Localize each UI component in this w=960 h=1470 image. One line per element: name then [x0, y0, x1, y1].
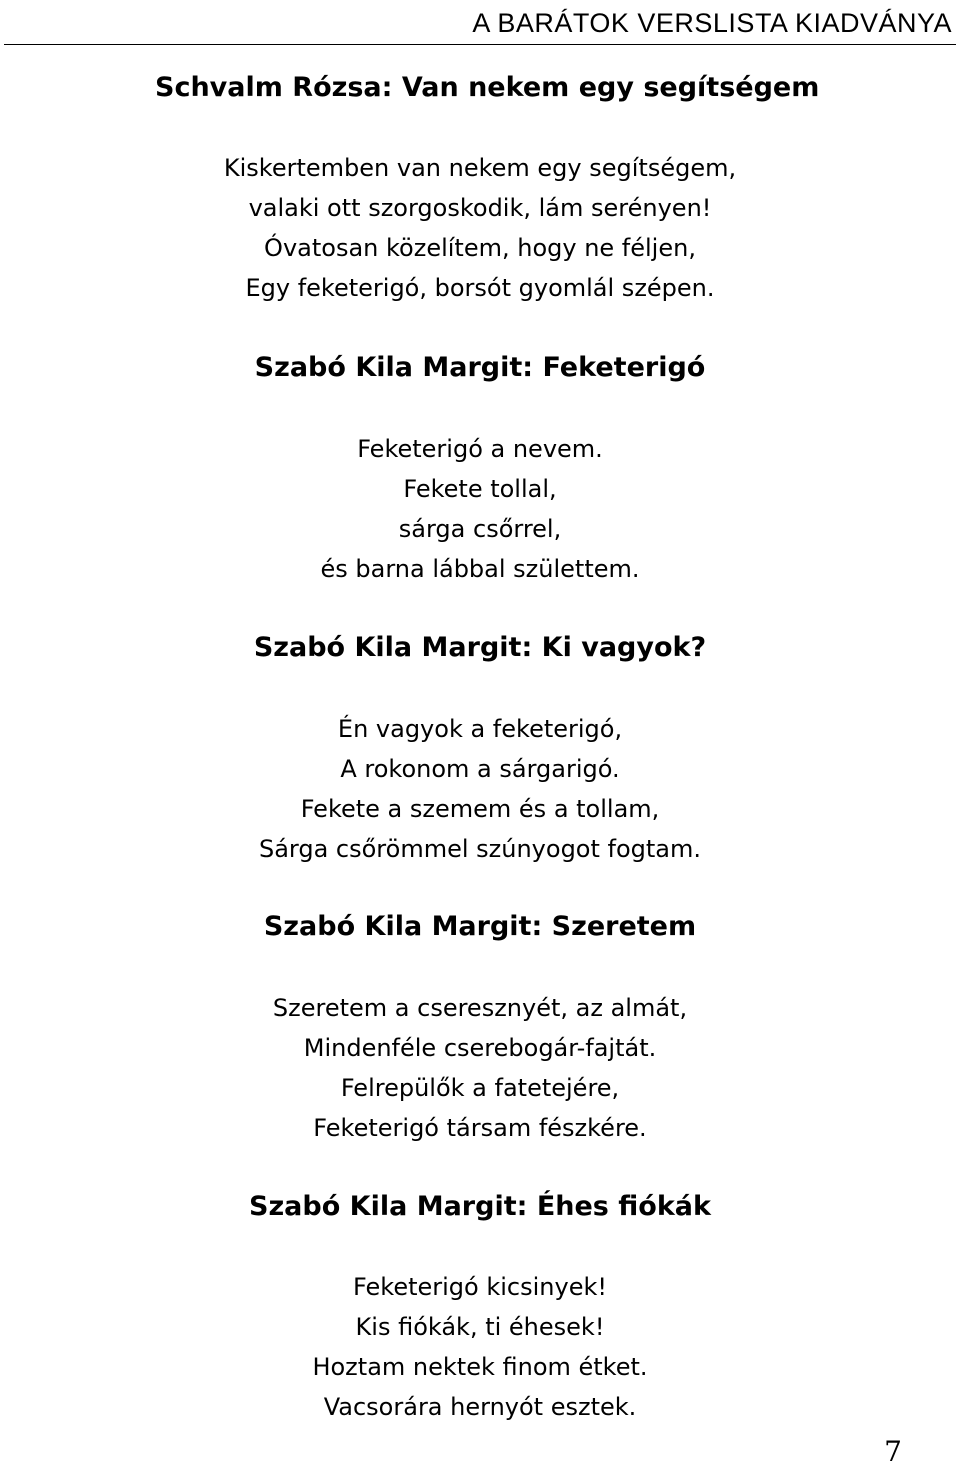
poem-line: Feketerigó társam fészkére. — [313, 1114, 647, 1142]
poem-stanza-4 — [0, 988, 960, 1148]
poem-line: Vacsorára hernyót esztek. — [323, 1393, 637, 1421]
poem-line: Kis fiókák, ti éhesek! — [355, 1313, 605, 1341]
poem-line: Szeretem a cseresznyét, az almát, — [272, 994, 688, 1022]
poem-line: Óvatosan közelítem, hogy ne féljen, — [264, 234, 696, 262]
poem-line: és barna lábbal születtem. — [320, 555, 640, 583]
page-number: 7 — [884, 1435, 902, 1468]
poem-line: Kiskertemben van nekem egy segítségem, — [223, 154, 737, 182]
poem-title-4: Szabó Kila Margit: Szeretem — [263, 911, 697, 942]
poem-line: Én vagyok a feketerigó, — [337, 715, 623, 743]
poem-line: Felrepülők a fatetejére, — [340, 1074, 620, 1102]
header-divider — [4, 44, 956, 45]
poem-line: Hoztam nektek finom étket. — [312, 1353, 648, 1381]
poem-line: Feketerigó kicsinyek! — [353, 1273, 607, 1301]
poem-title-5: Szabó Kila Margit: Éhes fiókák — [249, 1191, 711, 1222]
poem-line: valaki ott szorgoskodik, lám serényen! — [248, 194, 712, 222]
poem-line: sárga csőrrel, — [398, 515, 562, 543]
poem-line: Mindenféle cserebogár-fajtát. — [303, 1034, 657, 1062]
poem-title-2: Szabó Kila Margit: Feketerigó — [254, 352, 706, 383]
poem-line: Fekete a szemem és a tollam, — [300, 795, 660, 823]
poem-title-3: Szabó Kila Margit: Ki vagyok? — [253, 632, 707, 663]
poem-stanza-1 — [0, 148, 960, 308]
poem-line: Feketerigó a nevem. — [357, 435, 603, 463]
poem-line: A rokonom a sárgarigó. — [340, 755, 620, 783]
poem-line: Fekete tollal, — [403, 475, 557, 503]
poem-stanza-3 — [0, 709, 960, 869]
poem-stanza-5 — [0, 1267, 960, 1427]
poem-title-1: Schvalm Rózsa: Van nekem egy segítségem — [155, 72, 820, 103]
poem-line: Egy feketerigó, borsót gyomlál szépen. — [245, 274, 715, 302]
poem-line: Sárga csőrömmel szúnyogot fogtam. — [258, 835, 702, 863]
poem-stanza-2 — [0, 429, 960, 589]
publication-title: A BARÁTOK VERSLISTA KIADVÁNYA — [472, 8, 952, 38]
